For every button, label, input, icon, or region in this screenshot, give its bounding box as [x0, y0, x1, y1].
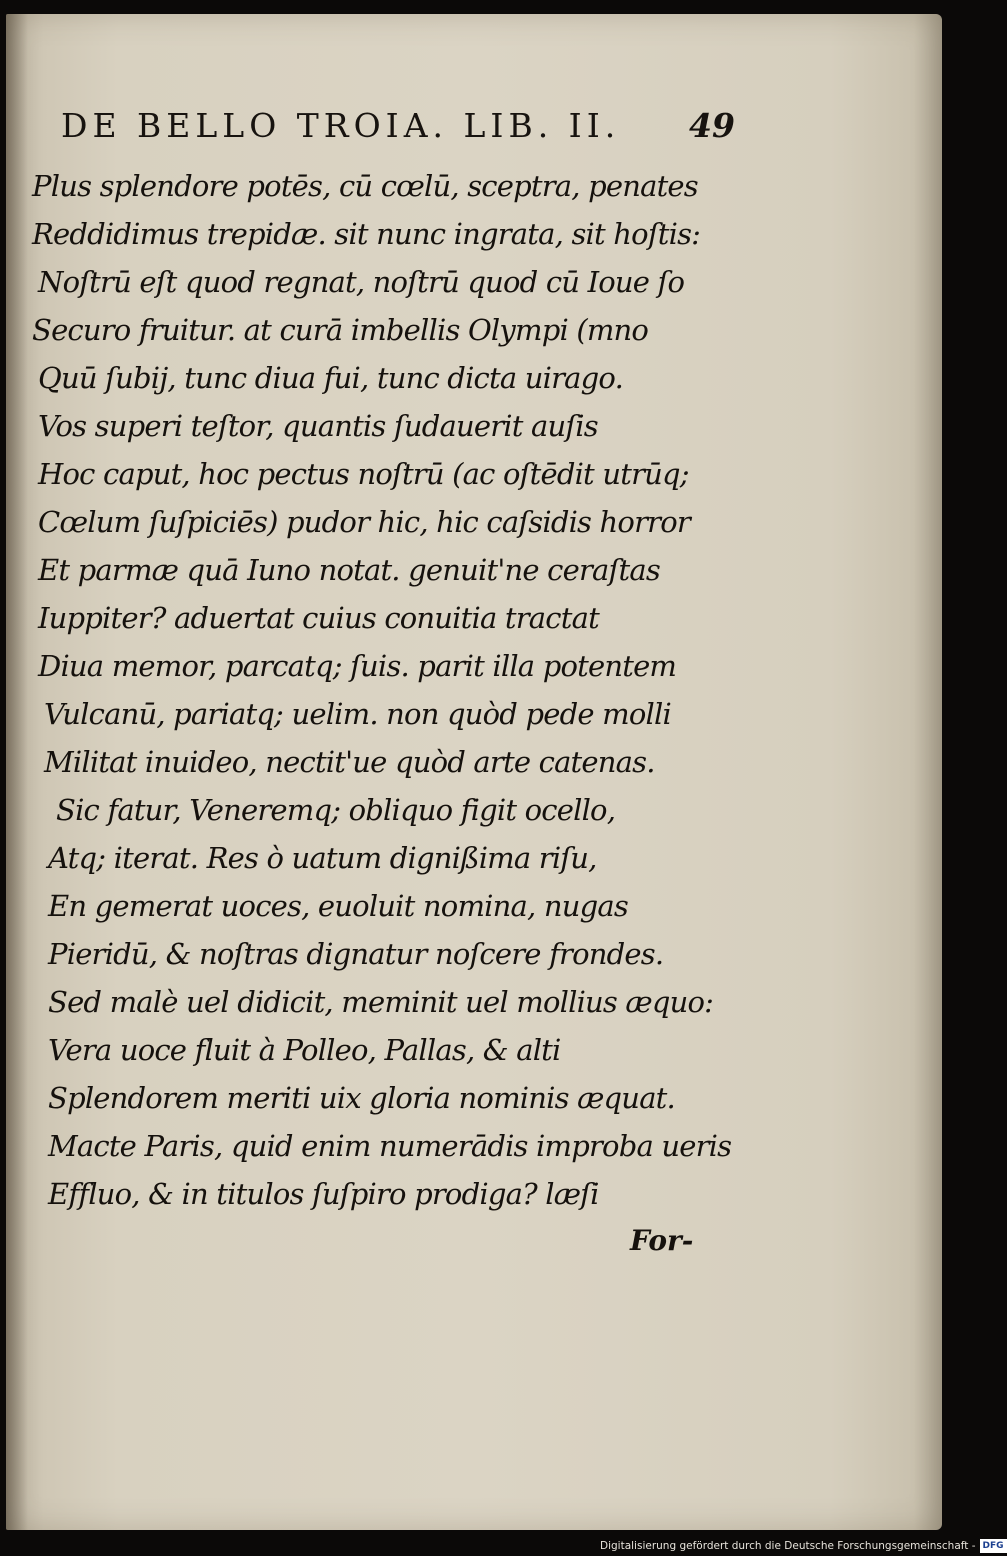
verse-line: Sed malè uel didicit, meminit uel mollius æquo:	[48, 985, 714, 1019]
verse-line: Cœlum ſuſpiciēs) pudor hic, hic caſsidis horror	[38, 505, 690, 539]
verse-line: Macte Paris, quid enim numerādis improba ueris	[48, 1129, 732, 1163]
verse-line: Plus splendore potēs, cū cœlū, sceptra, penates	[32, 169, 698, 203]
verse-line: Vos superi teſtor, quantis ſudauerit auſis	[38, 409, 598, 443]
verse-line: En gemerat uoces, euoluit nomina, nugas	[48, 889, 628, 923]
verse-text	[32, 162, 732, 1218]
running-head-title: DE BELLO TROIA. LIB. II.	[61, 106, 621, 145]
verse-line: Vera uoce fluit à Polleo, Pallas, & alti	[48, 1033, 561, 1067]
digitization-footer	[600, 1538, 1007, 1554]
verse-line: Vulcanū, pariatq; uelim. non quòd pede molli	[44, 697, 671, 731]
book-page	[6, 14, 942, 1530]
dfg-logo: DFG	[980, 1539, 1007, 1553]
verse-line: Et parmæ quā Iuno notat. genuit'ne ceraſtas	[38, 553, 660, 587]
verse-line: Noſtrū eſt quod regnat, noſtrū quod cū Ioue ſo	[38, 265, 685, 299]
verse-line: Atq; iterat. Res ò uatum dignißima riſu,	[48, 841, 597, 875]
verse-line: Militat inuideo, nectit'ue quòd arte catenas.	[44, 745, 655, 779]
verse-line: Iuppiter? aduertat cuius conuitia tractat	[38, 601, 599, 635]
verse-line: Hoc caput, hoc pectus noſtrū (ac oſtēdit utrūq;	[38, 457, 689, 491]
verse-line: Quū ſubij, tunc diua fui, tunc dicta uirago.	[38, 361, 623, 395]
catchword: For-	[630, 1224, 694, 1257]
verse-line: Securo fruitur. at curā imbellis Olympi (mno	[32, 313, 649, 347]
verse-line: Sic fatur, Veneremq; obliquo figit ocello,	[56, 793, 616, 827]
verse-line: Effluo, & in titulos ſuſpiro prodiga? læſi	[48, 1177, 599, 1211]
funding-credit: Digitalisierung gefördert durch die Deutsche Forschungsgemeinschaft -	[600, 1540, 976, 1552]
verse-line: Splendorem meriti uix gloria nominis æquat.	[48, 1081, 675, 1115]
verse-line: Reddidimus trepidæ. sit nunc ingrata, sit hoſtis:	[32, 217, 701, 251]
folio-number: 49	[689, 106, 735, 145]
verse-line: Pieridū, & noſtras dignatur noſcere frondes.	[48, 937, 664, 971]
page-gutter-shadow	[6, 14, 28, 1530]
verse-line: Diua memor, parcatq; ſuis. parit illa potentem	[38, 649, 677, 683]
running-head	[61, 106, 751, 156]
